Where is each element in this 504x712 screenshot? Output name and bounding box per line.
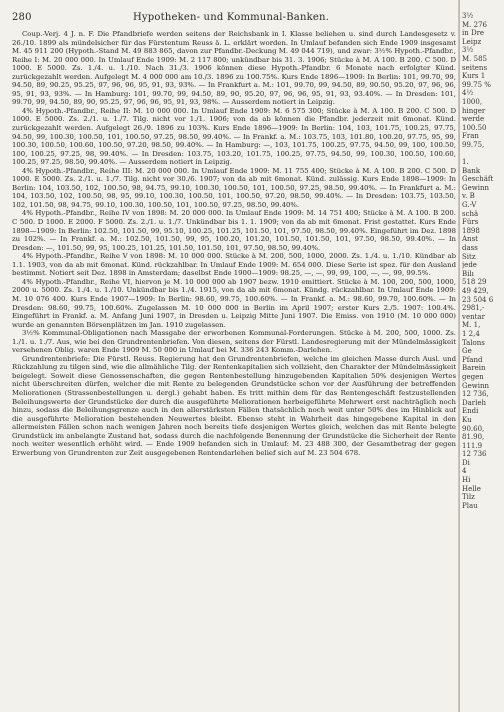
facing-page-line: dass bbox=[462, 244, 478, 253]
facing-page-line: 100.50 bbox=[462, 123, 487, 132]
facing-page-line: Di bbox=[462, 458, 470, 467]
facing-page-line: 4½ bbox=[462, 89, 474, 98]
facing-page-line: 2981,- bbox=[462, 304, 485, 313]
facing-page-line: ventar bbox=[462, 312, 485, 321]
facing-page-line: 90.60, bbox=[462, 424, 485, 433]
body-text bbox=[12, 30, 456, 457]
facing-page-line: Leipz bbox=[462, 37, 482, 46]
paragraph-reihe-2: 4% Hypoth.-Pfandbr., Reihe II: M. 10 000 000. In Umlauf Ende 1909: M. 6 575 300; Stücke à M. A 100. B 200. C 500. D 1000. E 5000. Zs. 2./1. u. 1./7. Tilg. nicht vor 1./1. 1906; von da ab können die Pfandbr. jederzeit mit 6monat. Künd. zurückgezahlt werden. Aufgelegt 26./9. 1896 zu 103%. Kurs Ende 1896—1909: In Berlin: 104, 103, 101.75, 100.25, 97.75, 94.50, 99, 100.30, 100.50, 101, 100.50, 97.25, 98.50, 99.40%. — In Frankf. a. M.: 103.75, 103, 101.80, 100.20, 97.75, 95, 99, 100.30, 100.50, 100.60, 100.50, 97.20, 98.50, 99.40%. — In Hamburg: —, 103, 101.75, 100.25, 97.75, 94.50, 99, 100, 100.50, 100, 100.25, 97.25, 98, 99.40%. — In Dresden: 103.75, 103.20, 101.75, 100.25, 97.75, 94.50, 99, 100.30, 100.50, 100.60, 100.25, 97.25, 98.50, 99.40%. — Ausserdem notiert in Leipzig. bbox=[12, 106, 456, 167]
facing-page-line: Talons bbox=[462, 338, 485, 347]
facing-page-line: in Dre bbox=[462, 29, 485, 38]
facing-page-line: 23 504 6 bbox=[462, 295, 494, 304]
paragraph-reihe-6: 4% Hypoth.-Pfandbr., Reihe VI, hiervon je M. 10 000 000 ab 1907 bezw. 1910 emittiert. Stücke à M. 100, 200, 500, 1000, 2000 u. 5000. Zs. 1./4. u. 1./10. Unkündbar bis 1./4. 1915, von da ab mit 6monat. Kündg. rückzahlbar. In Umlauf Ende 1909: M. 10 076 400. Kurs Ende 1907—1909: In Berlin: 98.60, 99.75, 100.60%. — In Frankf. a. M.: 98.60, 99.70, 100.60%. — In Dresden: 98.60, 99.75, 100.60%. Zugelassen M. 10 000 000 in Berlin im April 1907; erster Kurs 2./5. 1907: 100.4%. Eingeführt in Frankf. a. M. Anfang Juni 1907, in Dresden u. Leipzig Mitte Juni 1907. Die Emiss. von 1910 (M. 10 000 000) wurde an genannten Börsenplätzen im Jan. 1910 zugelassen. bbox=[12, 277, 456, 329]
facing-page-line: gegen bbox=[462, 372, 484, 381]
facing-page-line: Sitz bbox=[462, 252, 476, 261]
facing-page-line: 12 736 bbox=[462, 450, 487, 459]
facing-page-line: werde bbox=[462, 115, 485, 124]
facing-page-line: 3½ bbox=[462, 12, 474, 20]
facing-page-line: Helle bbox=[462, 484, 481, 493]
facing-page-line: 99.75 % bbox=[462, 80, 491, 89]
facing-page-line: 1000, bbox=[462, 97, 483, 106]
facing-page-line: Gewinn bbox=[462, 381, 489, 390]
facing-page-line: 111.9 bbox=[462, 441, 483, 450]
facing-page-line: Darleh bbox=[462, 398, 487, 407]
facing-page-line: M. 1, bbox=[462, 321, 481, 330]
facing-page-line: Tilz bbox=[462, 493, 475, 502]
facing-page-line: 3½ bbox=[462, 46, 474, 55]
facing-page-line: 1898 bbox=[462, 226, 480, 235]
page-number: 280 bbox=[12, 12, 32, 23]
facing-page-line: 518 29 bbox=[462, 278, 487, 287]
facing-page-line: Bilı bbox=[462, 269, 474, 278]
facing-page-line: Bank bbox=[462, 166, 481, 175]
facing-page-line: Ge bbox=[462, 347, 472, 356]
facing-page-line: 99.75, bbox=[462, 140, 485, 149]
facing-page-line: M. 276 bbox=[462, 20, 487, 29]
book-gutter bbox=[458, 0, 460, 712]
facing-page-line: Barein bbox=[462, 364, 486, 373]
facing-page-line: Gewinn bbox=[462, 183, 489, 192]
facing-page-line: Anst bbox=[462, 235, 478, 244]
facing-page-line bbox=[462, 150, 504, 159]
paragraph-reihe-5: 4% Hypoth.-Pfandbr., Reihe V von 1898: M. 10 000 000. Stücke à M. 200, 500, 1000, 2000. Zs. 1./4. u. 1./10. Kündbar ab 1.1. 1903, von da ab mit 6monat. Künd. rückzahlbar. In Umlauf Ende 1909: M. 654 000. Diese Serie ist spez. für den Ausland bestimmt. Notiert seit Dez. 1898 in Amsterdam; daselbst Ende 1900—1909: 98.25, —, —, 99, 99, 100, —, —, 99, 99.5%. bbox=[12, 252, 456, 278]
facing-page-line: Ku bbox=[462, 415, 472, 424]
facing-page-line: jede bbox=[462, 261, 477, 270]
paragraph-reihe-1: Coup.-Verj. 4 J. n. F. Die Pfandbriefe werden seitens der Reichsbank in I. Klasse beliehen u. sind durch Landesgesetz v. 26./10. 1899 als mündelsicher für das Fürstentum Reuss ä. L. erklärt worden. In Umlauf befanden sich Ende 1909 insgesamt M. 45 911 200 (Hypoth.-Stand M. 49 883 865, davon zur Pfandbr.-Deckung M. 49 044 719), und zwar: 3½% Hypoth.-Pfandbr., Reihe I: M. 20 000 000. In Umlauf Ende 1909: M. 2 117 800; unkündbar bis 31. 3. 1906; Stücke à M. A 100. B 200. C 500. D 1000. E 5000. Zs. 1./4. u. 1./10. Nach 31./3. 1906 können diese Hypoth.-Pfandbr. 6 Monate nach erfolgter Künd. zurückgezahlt werden. Aufgelegt M. 4 000 000 am 10./3. 1896 zu 100.75%. Kurs Ende 1896—1909: In Berlin: 101, 99.70, 99, 94.50, 89, 90.25, 95.25, 97, 96, 96, 95, 91, 93, 93%. — In Frankfurt a. M.: 101, 99.70, 99, 94.50, 89, 90.50, 95.20, 97, 96, 96, 95, 91, 93, 93%. — In Hamburg: 101, 99.70, 99, 94.50, 89, 90, 95.20, 97, 96, 96, 95, 91, 93, 93.40%. — In Dresden: 101, 99.70, 99, 94.50, 89, 90, 95.25, 97, 96, 96, 95, 91, 93, 98%. — Ausserdem notiert in Leipzig. bbox=[12, 30, 456, 107]
paragraph-reihe-3: 4% Hypoth.-Pfandbr., Reihe III: M. 20 000 000. In Umlauf Ende 1909: M. 11 755 400; Stücke à M. A 100. B 200. C 500. D 1000. E 5000. Zs. 2./1. u. 1./7. Tilg. nicht vor 30./6. 1907; von da ab mit 6monat. Künd. zulässig. Kurs Ende 1898—1909: In Berlin: 104, 103.50, 102, 100.50, 98, 94.75, 99.10, 100.30, 100.50, 101, 100.50, 97.25, 98.50, 99.40%. — In Frankfurt a. M.: 104, 103.50, 102, 100.50, 98, 95, 99.10, 100.30, 100.50, 101, 100.50, 97.20, 98.50, 99.40%. — In Dresden: 103.75, 103.50, 102, 101.50, 98, 94.75, 99.10, 100.30, 100.50, 101, 100.50, 97.25, 98.50, 99.40%. bbox=[12, 166, 456, 209]
facing-page-line: seitens bbox=[462, 63, 488, 72]
facing-page-line: Fran bbox=[462, 132, 479, 141]
facing-page-line: Geschäft bbox=[462, 175, 494, 184]
page-header bbox=[6, 12, 456, 30]
facing-page-line: Pfand bbox=[462, 355, 483, 364]
facing-page-line: 1. bbox=[462, 158, 469, 167]
paragraph-grundrentenbriefe: Grundrentenbriefe: Die Fürstl. Reuss. Regierung hat den Grundrentenbriefen, welche im gleichen Masse durch Ausl. und Rückzahlung zu tilgen sind, wie die allmähliche Tilg. der Rentenkapitalien sich vollzieht, den Charakter der Mündelmässigkeit beigelegt. Soweit diese Genossenschaften, die gegen Rentenbestellung hinzugebenden Kapitalien 50% desjenigen Wertes nicht überschreiten dürfen, welcher die mit Rente zu belegenden Grundstücke schon vor der Ausführung der betreffenden Meliorationen (Strassenbestellungen u. dergl.) gehabt haben. Es tritt mithin dem für das Rentengeschäft festzustellenden Beleihungswerte der Grundstücke der durch die ausgeführte Meliorationen herbeigeführte Mehrwert erst nachträglich noch hinzu, sodass die Beleihungsgrenze auch in den allerstärksten Fällen thatsächlich noch weit unter 50% des im Hinblick auf die ausgeführte Melioration bestehenden Neuwertes bleibt. Ebenso steht in Wahrheit das hingegebene Kapital in den allermeisten Fällen schon nach wenigen Jahren noch bereits tiefe desjenigen Wertes gleich, welchen das mit Rente belegte Grundstück im anbelangte Zustand hat, sodass durch die nachfolgende Benennung der Grundstücke die Sicherheit der Rente noch weiter wesentlich erhöht wird. — Ende 1909 befanden sich in Umlauf: M. 23 488 300, der Gesamtbetrag der gegen Erwerbung von Grundrenten zur Zeit ausgegebenen Rentendarlehen belief sich auf M. 23 504 678. bbox=[12, 354, 456, 457]
running-head: Hypotheken- und Kommunal-Banken. bbox=[133, 12, 329, 23]
facing-page-line: 1 2,4 bbox=[462, 329, 480, 338]
facing-page-line: Hi bbox=[462, 476, 471, 485]
facing-page-line: 4 bbox=[462, 467, 467, 476]
facing-page-line: M. 585 bbox=[462, 54, 487, 63]
facing-page-fragment bbox=[462, 12, 504, 704]
facing-page-line: 12 736, bbox=[462, 390, 489, 399]
facing-page-line: Fürs bbox=[462, 218, 479, 227]
facing-page-line: Endi bbox=[462, 407, 479, 416]
paragraph-kommunal-obligationen: 3½% Kommunal-Obligationen nach Massgabe der erworbenen Kommunal-Forderungen. Stücke à M. 200, 500, 1000. Zs. 1./1. u. 1./7. Aus, wie bei den Grundrentenbriefen. Von diesen, seitens der Fürstl. Landesregierung mit der Mündelmässigkeit versehenen Oblig. waren Ende 1909 M. 50 000 in Umlauf bei M. 336 243 Komm.-Darlehen. bbox=[12, 329, 456, 355]
facing-page-line: Kurs 1 bbox=[462, 72, 486, 81]
facing-page-line: G.-V bbox=[462, 201, 477, 210]
facing-page-line: Plau bbox=[462, 501, 478, 510]
facing-page-line: hinger bbox=[462, 106, 486, 115]
facing-page-line: 81.90, bbox=[462, 433, 485, 442]
facing-page-line: 49 429, bbox=[462, 287, 489, 295]
facing-page-line: schä bbox=[462, 209, 479, 218]
main-column bbox=[6, 12, 456, 704]
paragraph-reihe-4: 4% Hypoth.-Pfandbr., Reihe IV von 1898: M. 20 000 000. In Umlauf Ende 1909: M. 14 751 400; Stücke à M. A 100. B 200. C 500. D 1000. E 2000. F 5000. Zs. 2./1. u. 1./7. Unkündbar bis 1. 1. 1909; von da ab mit 6monat. Frist gestattet. Kurs Ende 1898—1909: In Berlin: 102.50, 101.50, 99, 95.10, 100.25, 101.25, 101.50, 101, 97.50, 98.50, 99.40%. Eingeführt im Dez. 1898 zu 102%. — In Frankf. a. M.: 102.50, 101.50, 99, 95, 100.20, 101.20, 101.50, 101.50, 101, 97.50, 98.50, 99.40%. — In Dresden: —, 101.50, 99, 95, 100.25, 101.25, 101.50, 101.50, 101, 97.50, 98.50, 99.40%. bbox=[12, 209, 456, 252]
facing-page-line: v. B bbox=[462, 192, 475, 201]
